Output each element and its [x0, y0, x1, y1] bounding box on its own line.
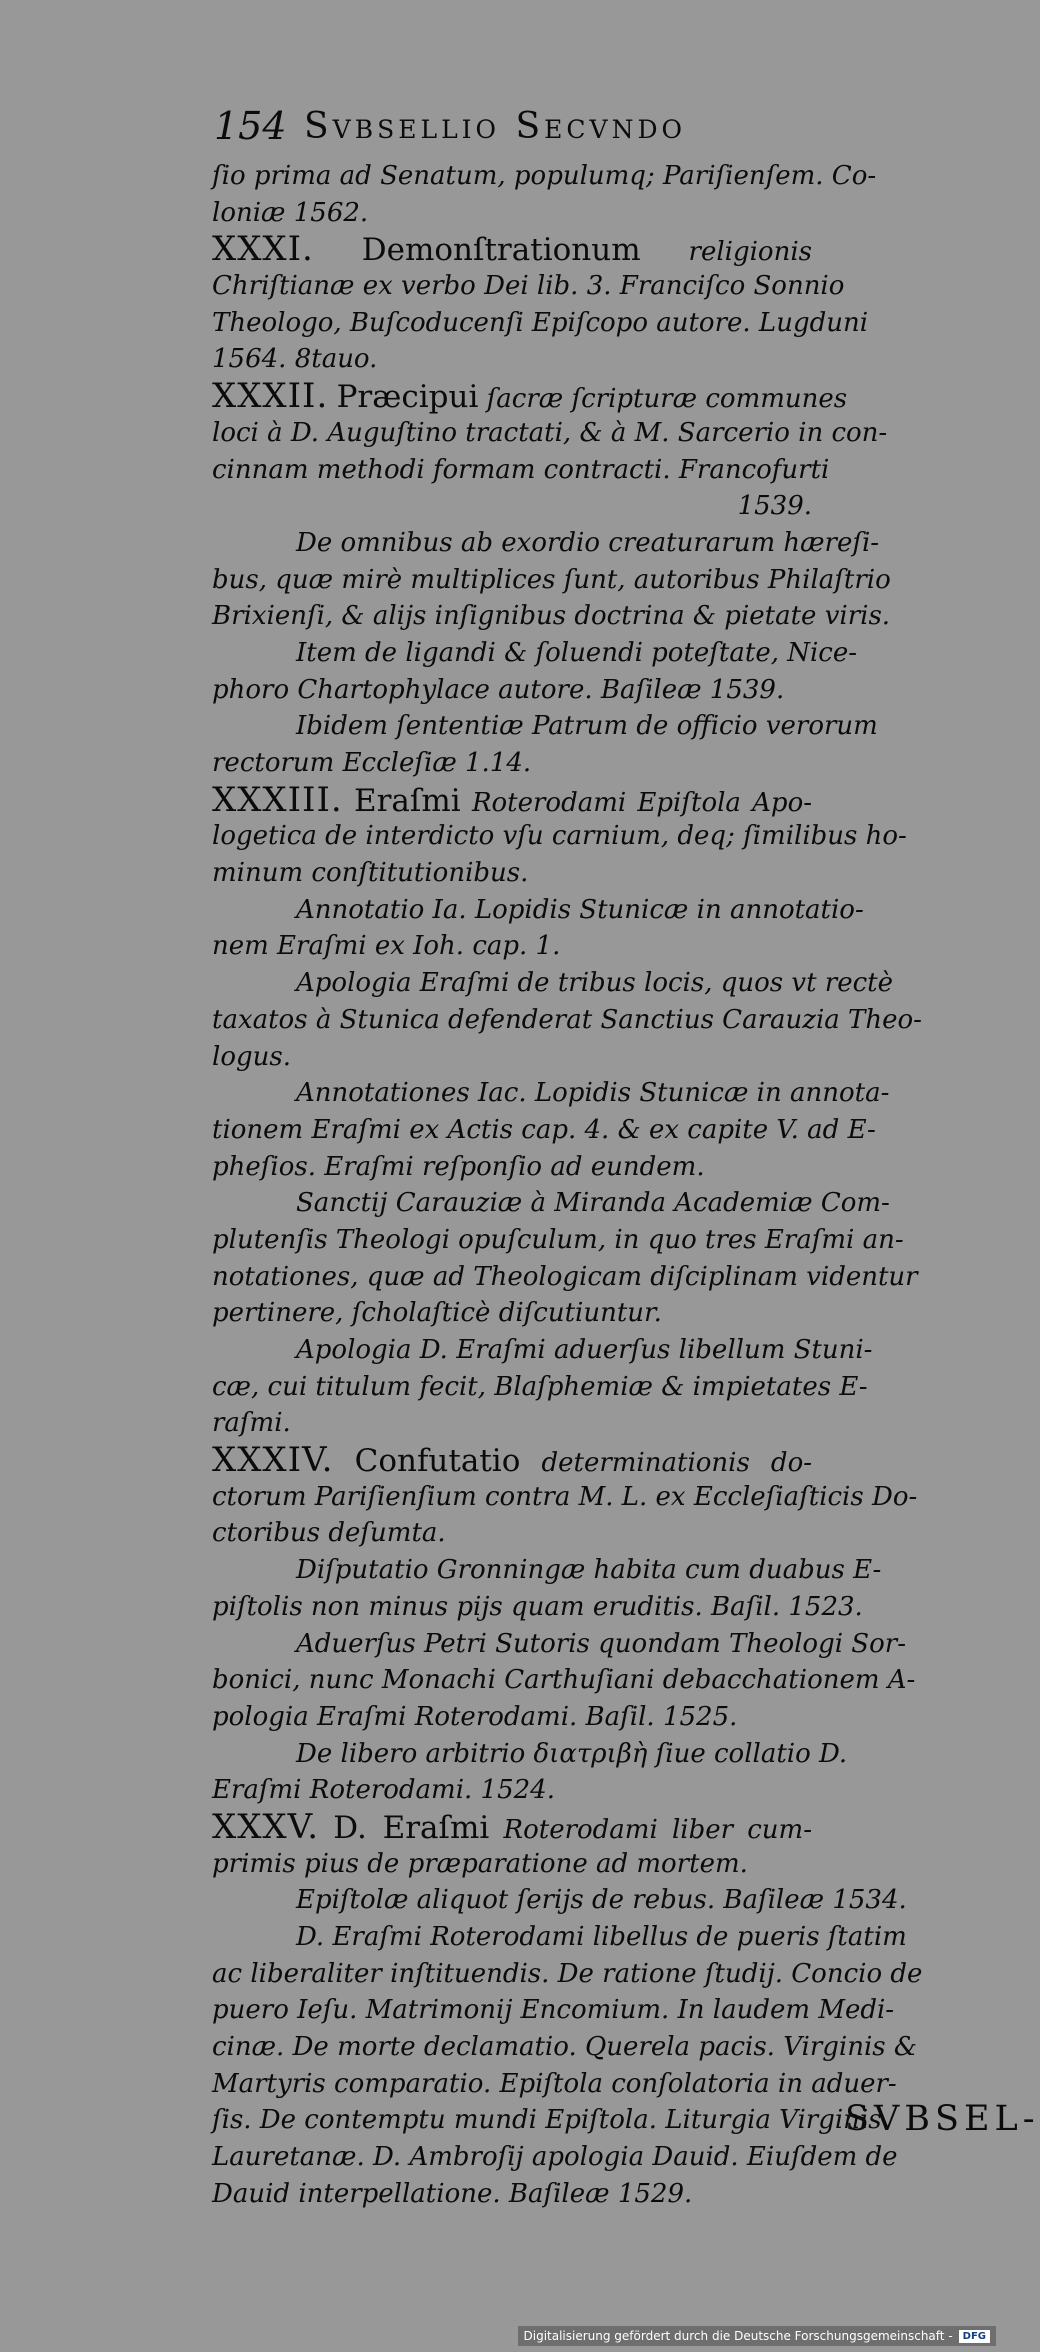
section-keyword: Confutatio — [354, 1443, 521, 1480]
text-line: Epiſtolæ aliquot ſerijs de rebus. Baſileæ 1534. — [296, 1885, 907, 1916]
text-line: ctoribus deſumta. — [212, 1518, 446, 1549]
text-line: cæ, cui titulum fecit, Blaſphemiæ & impietates E- — [212, 1371, 868, 1402]
text-fragment: determinationis do- — [541, 1448, 813, 1479]
section-numeral: XXXIV. — [212, 1440, 334, 1481]
text-line: logus. — [212, 1041, 291, 1072]
text-line: cinæ. De morte declamatio. Querela pacis. Virginis & — [212, 2032, 918, 2063]
book-page — [212, 100, 1040, 2213]
section-heading-line — [212, 1442, 812, 1479]
section-heading-line — [212, 231, 812, 268]
body-text — [212, 158, 923, 2213]
dfg-logo-icon: DFG — [959, 2330, 990, 2343]
text-line: ſio prima ad Senatum, populumq; Pariſienſem. Co- — [212, 161, 877, 191]
text-line: Ibidem ſententiæ Patrum de officio verorum — [296, 711, 878, 742]
text-line: nem Eraſmi ex Ioh. cap. 1. — [212, 931, 561, 962]
text-line: Dauid interpellatione. Baſileæ 1529. — [212, 2178, 693, 2209]
catchword: SVBSEL- — [845, 2099, 1040, 2139]
text-line: phoro Chartophylace autore. Baſileæ 1539. — [212, 674, 785, 705]
text-line: pologia Eraſmi Roterodami. Baſil. 1525. — [212, 1701, 738, 1732]
text-line: Item de ligandi & ſoluendi poteſtate, Nice- — [296, 637, 858, 668]
section-numeral: XXXV. — [212, 1806, 320, 1847]
text-line: 1564. 8tauo. — [212, 344, 378, 375]
section-heading-line — [212, 779, 813, 820]
text-fragment: Roterodami liber cum- — [503, 1814, 812, 1845]
text-line: rectorum Eccleſiæ 1.14. — [212, 748, 532, 778]
text-line: pertinere, ſcholaſticè diſcutiuntur. — [212, 1298, 662, 1329]
section-keyword: Præcipui — [336, 379, 479, 416]
text-line: loniæ 1562. — [212, 197, 369, 228]
section-numeral: XXXI. — [212, 229, 314, 270]
text-line: loci à D. Auguſtino tractati, & à M. Sarcerio in con- — [212, 417, 888, 448]
text-line: tionem Eraſmi ex Actis cap. 4. & ex capite V. ad E- — [212, 1114, 876, 1145]
text-line: Lauretanæ. D. Ambroſij apologia Dauid. Eiuſdem de — [212, 2142, 898, 2173]
text-line: Apologia Eraſmi de tribus locis, quos vt rectè — [296, 968, 893, 999]
section-numeral: XXXII. — [212, 376, 329, 417]
text-line: 1539. — [737, 491, 812, 522]
section-keyword: D. Eraſmi — [333, 1809, 490, 1846]
text-line: pheſios. Eraſmi reſponſio ad eundem. — [212, 1151, 705, 1182]
section-heading-line — [212, 376, 848, 417]
section-keyword: Demonſtrationum — [361, 232, 641, 269]
text-line: Sanctij Carauziæ à Miranda Academiæ Com- — [296, 1188, 890, 1219]
text-line: ac liberaliter inſtituendis. De ratione ſtudij. Concio de — [212, 1958, 923, 1989]
page-header — [212, 100, 812, 158]
text-line: Theologo, Buſcoducenſi Epiſcopo autore. Lugduni — [212, 307, 869, 338]
text-line: bonici, nunc Monachi Carthuſiani debacchationem A- — [212, 1665, 916, 1696]
text-fragment: religionis — [688, 237, 812, 268]
folio-number: 154 — [214, 104, 287, 148]
text-line: taxatos à Stunica defenderat Sanctius Carauzia Theo- — [212, 1004, 922, 1035]
text-line: ſis. De contemptu mundi Epiſtola. Liturgia Virginis — [212, 2105, 882, 2136]
section-numeral: XXXIII. — [212, 779, 343, 820]
text-line: Annotationes Iac. Lopidis Stunicæ in annota- — [296, 1078, 890, 1109]
text-line: De omnibus ab exordio creaturarum hæreſi- — [296, 527, 880, 558]
text-line: Chriſtianæ ex verbo Dei lib. 3. Franciſco Sonnio — [212, 271, 845, 302]
text-fragment: Roterodami Epiſtola Apo- — [471, 787, 813, 818]
text-line: cinnam methodi formam contracti. Francofurti — [212, 454, 830, 485]
text-line: raſmi. — [212, 1408, 291, 1439]
text-line: Diſputatio Gronningæ habita cum duabus E- — [296, 1555, 882, 1586]
text-line: Annotatio Ia. Lopidis Stunicæ in annotatio- — [296, 894, 864, 925]
text-line: Martyris comparatio. Epiſtola conſolatoria in aduer- — [212, 2068, 897, 2099]
text-line: logetica de interdicto vſu carnium, deq; ſimilibus ho- — [212, 821, 907, 852]
text-line: De libero arbitrio διατριβὴ ſiue collatio D. — [296, 1738, 848, 1769]
text-line: Apologia D. Eraſmi aduerſus libellum Stuni- — [296, 1335, 873, 1365]
text-line: primis pius de præparatione ad mortem. — [212, 1848, 748, 1879]
text-line: Eraſmi Roterodami. 1524. — [212, 1775, 555, 1806]
footer-credit: Digitalisierung gefördert durch die Deutsche Forschungsgemeinschaft - — [523, 2329, 953, 2343]
digitization-footer — [518, 2326, 997, 2346]
section-heading-line — [212, 1806, 812, 1847]
section-keyword: Eraſmi — [353, 782, 461, 819]
text-line: plutenſis Theologi opuſculum, in quo tres Eraſmi an- — [212, 1224, 904, 1255]
text-line: bus, quæ mirè multiplices ſunt, autoribus Philaſtrio — [212, 564, 891, 595]
text-line: piſtolis non minus pijs quam eruditis. Baſil. 1523. — [212, 1591, 863, 1622]
text-line: puero Ieſu. Matrimonij Encomium. In laudem Medi- — [212, 1995, 895, 2026]
text-fragment: ſacræ ſcripturæ communes — [486, 384, 848, 415]
text-line: ctorum Pariſienſium contra M. L. ex Eccleſiaſticis Do- — [212, 1481, 918, 1512]
text-line: minum conſtitutionibus. — [212, 858, 529, 889]
running-head: Svbsellio Secvndo — [304, 106, 686, 147]
text-line: Brixienſi, & alijs inſignibus doctrina & pietate viris. — [212, 601, 891, 632]
text-line: D. Eraſmi Roterodami libellus de pueris ſtatim — [296, 1922, 907, 1952]
text-line: Aduerſus Petri Sutoris quondam Theologi Sor- — [296, 1628, 906, 1659]
text-line: notationes, quæ ad Theologicam diſciplinam videntur — [212, 1261, 918, 1292]
